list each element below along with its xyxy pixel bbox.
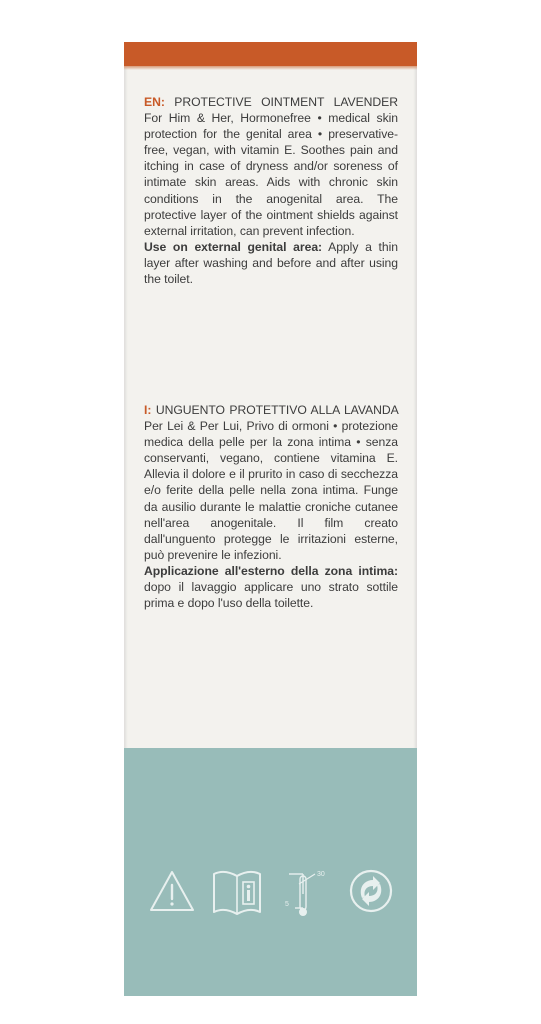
italian-product-title: UNGUENTO PROTETTIVO ALLA LAVANDA	[155, 403, 399, 417]
temperature-max-label: 30	[317, 871, 325, 878]
product-box-side	[124, 42, 417, 996]
italian-paragraph	[144, 402, 398, 563]
warning-triangle-icon	[148, 868, 196, 914]
english-product-subtitle: For Him & Her, Hormonefree	[144, 111, 311, 126]
italian-language-code: I:	[144, 403, 152, 417]
english-description: Soothes pain and itching in case of dryness and/or soreness of intimate skin areas. Aids with chronic skin conditions in the anogenital area. The protective layer of the ointment shields against external irritation, can prevent infection.	[144, 143, 398, 238]
italian-usage-label: Applicazione all'esterno della zona intima:	[144, 563, 398, 578]
instructions-booklet-icon	[210, 868, 264, 916]
english-usage-label: Use on external genital area:	[144, 239, 323, 254]
english-product-title: PROTECTIVE OINTMENT LAVENDER	[174, 95, 398, 109]
temperature-limit-icon	[283, 868, 335, 920]
english-usage	[144, 239, 398, 287]
italian-features: • protezione medica della pelle per la zona intima • senza conservanti, vegano, contiene vitamina E.	[144, 419, 399, 466]
english-text-block	[144, 94, 398, 287]
orange-band	[124, 42, 417, 66]
italian-text-block	[144, 402, 398, 611]
symbol-row	[148, 868, 393, 922]
temperature-min-label: 5	[285, 901, 289, 908]
english-usage-text: Apply a thin layer after washing and before and after using the toilet.	[144, 239, 398, 287]
english-paragraph	[144, 94, 398, 239]
italian-description: Allevia il dolore e il prurito in caso di secchezza e/o ferite della pelle nella zona intima. Funge da ausilio durante le malattie croniche cutanee nell'area anogenitale. Il film creato dall'unguento protegge le irritazioni esterne, può prevenire le infezioni.	[144, 467, 398, 562]
italian-usage	[144, 563, 398, 611]
english-language-code: EN:	[144, 95, 165, 109]
english-features: • medical skin protection for the genital area • preservative-free, vegan, with vitamin E.	[144, 111, 399, 158]
green-dot-recycling-icon	[348, 868, 394, 914]
italian-usage-text: dopo il lavaggio applicare uno strato sottile prima e dopo l'uso della toilette.	[144, 580, 398, 611]
italian-product-subtitle: Per Lei & Per Lui, Privo di ormoni	[144, 419, 329, 434]
